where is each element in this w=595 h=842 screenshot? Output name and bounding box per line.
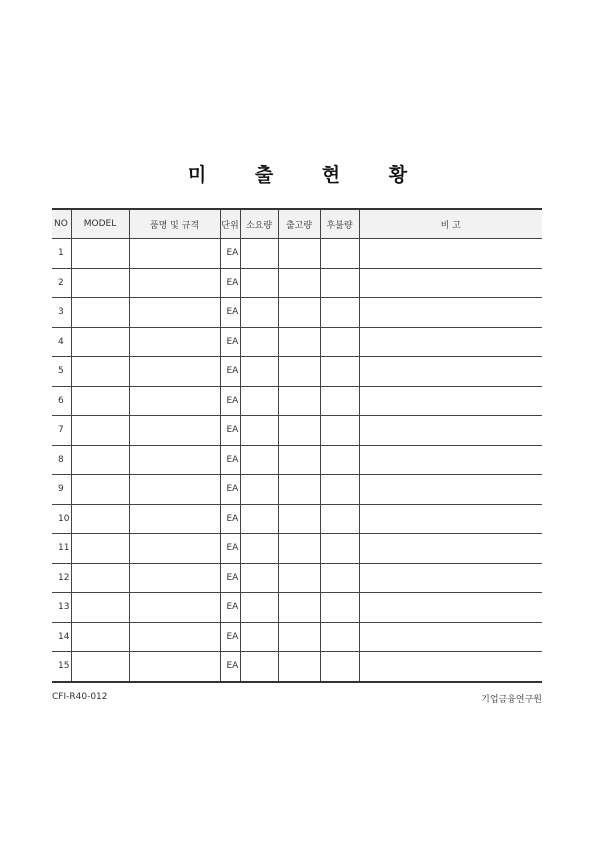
cell-required-qty[interactable]	[240, 504, 278, 534]
cell-backorder-qty[interactable]	[320, 357, 359, 387]
header-name-spec: 품명 및 규격	[129, 209, 220, 239]
cell-backorder-qty[interactable]	[320, 534, 359, 564]
header-required-qty: 소요량	[240, 209, 278, 239]
cell-remarks[interactable]	[359, 298, 542, 328]
cell-name-spec[interactable]	[129, 534, 220, 564]
cell-name-spec[interactable]	[129, 386, 220, 416]
cell-shipped-qty[interactable]	[278, 445, 320, 475]
cell-backorder-qty[interactable]	[320, 445, 359, 475]
cell-unit: EA	[220, 416, 240, 446]
header-model: MODEL	[71, 209, 129, 239]
cell-required-qty[interactable]	[240, 268, 278, 298]
cell-unit: EA	[220, 652, 240, 682]
cell-shipped-qty[interactable]	[278, 652, 320, 682]
cell-required-qty[interactable]	[240, 534, 278, 564]
cell-no: 14	[52, 622, 71, 652]
cell-required-qty[interactable]	[240, 298, 278, 328]
cell-shipped-qty[interactable]	[278, 593, 320, 623]
table-row	[52, 416, 542, 446]
cell-required-qty[interactable]	[240, 475, 278, 505]
cell-shipped-qty[interactable]	[278, 563, 320, 593]
header-unit: 단위	[220, 209, 240, 239]
cell-name-spec[interactable]	[129, 445, 220, 475]
cell-backorder-qty[interactable]	[320, 268, 359, 298]
cell-name-spec[interactable]	[129, 327, 220, 357]
table-row	[52, 298, 542, 328]
table-body	[52, 239, 542, 682]
cell-unit: EA	[220, 563, 240, 593]
cell-backorder-qty[interactable]	[320, 504, 359, 534]
cell-no: 4	[52, 327, 71, 357]
cell-model[interactable]	[71, 386, 129, 416]
cell-name-spec[interactable]	[129, 239, 220, 269]
cell-no: 6	[52, 386, 71, 416]
table-row	[52, 593, 542, 623]
cell-unit: EA	[220, 268, 240, 298]
cell-unit: EA	[220, 298, 240, 328]
cell-backorder-qty[interactable]	[320, 593, 359, 623]
cell-backorder-qty[interactable]	[320, 298, 359, 328]
cell-backorder-qty[interactable]	[320, 622, 359, 652]
cell-unit: EA	[220, 445, 240, 475]
cell-required-qty[interactable]	[240, 239, 278, 269]
cell-model[interactable]	[71, 652, 129, 682]
cell-name-spec[interactable]	[129, 268, 220, 298]
form-code: CFI-R40-012	[52, 692, 108, 702]
cell-required-qty[interactable]	[240, 652, 278, 682]
table-row	[52, 622, 542, 652]
cell-no: 2	[52, 268, 71, 298]
cell-name-spec[interactable]	[129, 622, 220, 652]
cell-backorder-qty[interactable]	[320, 416, 359, 446]
cell-no: 10	[52, 504, 71, 534]
cell-shipped-qty[interactable]	[278, 416, 320, 446]
cell-no: 13	[52, 593, 71, 623]
cell-required-qty[interactable]	[240, 357, 278, 387]
table-row	[52, 652, 542, 682]
cell-model[interactable]	[71, 534, 129, 564]
cell-name-spec[interactable]	[129, 504, 220, 534]
table-row	[52, 268, 542, 298]
table-row	[52, 534, 542, 564]
cell-unit: EA	[220, 475, 240, 505]
cell-remarks[interactable]	[359, 445, 542, 475]
cell-model[interactable]	[71, 563, 129, 593]
table-row	[52, 504, 542, 534]
organization-name: 기업금융연구원	[481, 695, 542, 705]
cell-required-qty[interactable]	[240, 563, 278, 593]
header-backorder-qty: 후불량	[320, 209, 359, 239]
cell-required-qty[interactable]	[240, 445, 278, 475]
cell-backorder-qty[interactable]	[320, 652, 359, 682]
cell-name-spec[interactable]	[129, 357, 220, 387]
cell-remarks[interactable]	[359, 386, 542, 416]
cell-remarks[interactable]	[359, 534, 542, 564]
cell-remarks[interactable]	[359, 416, 542, 446]
table-row	[52, 563, 542, 593]
cell-model[interactable]	[71, 445, 129, 475]
cell-unit: EA	[220, 593, 240, 623]
cell-model[interactable]	[71, 327, 129, 357]
cell-no: 5	[52, 357, 71, 387]
cell-model[interactable]	[71, 504, 129, 534]
cell-unit: EA	[220, 504, 240, 534]
table-row	[52, 327, 542, 357]
cell-remarks[interactable]	[359, 268, 542, 298]
shortage-status-table	[52, 208, 542, 683]
cell-remarks[interactable]	[359, 239, 542, 269]
cell-model[interactable]	[71, 416, 129, 446]
header-remarks: 비 고	[359, 209, 542, 239]
cell-model[interactable]	[71, 475, 129, 505]
cell-required-qty[interactable]	[240, 622, 278, 652]
header-no: NO	[52, 209, 71, 239]
cell-name-spec[interactable]	[129, 652, 220, 682]
cell-model[interactable]	[71, 622, 129, 652]
cell-unit: EA	[220, 622, 240, 652]
cell-name-spec[interactable]	[129, 416, 220, 446]
cell-no: 7	[52, 416, 71, 446]
cell-model[interactable]	[71, 357, 129, 387]
cell-remarks[interactable]	[359, 652, 542, 682]
table-row	[52, 475, 542, 505]
cell-shipped-qty[interactable]	[278, 298, 320, 328]
cell-shipped-qty[interactable]	[278, 268, 320, 298]
cell-backorder-qty[interactable]	[320, 386, 359, 416]
cell-no: 15	[52, 652, 71, 682]
cell-remarks[interactable]	[359, 622, 542, 652]
cell-backorder-qty[interactable]	[320, 327, 359, 357]
table-row	[52, 239, 542, 269]
cell-remarks[interactable]	[359, 475, 542, 505]
cell-no: 3	[52, 298, 71, 328]
cell-model[interactable]	[71, 593, 129, 623]
cell-required-qty[interactable]	[240, 593, 278, 623]
cell-name-spec[interactable]	[129, 563, 220, 593]
cell-no: 9	[52, 475, 71, 505]
cell-shipped-qty[interactable]	[278, 534, 320, 564]
cell-model[interactable]	[71, 239, 129, 269]
cell-backorder-qty[interactable]	[320, 563, 359, 593]
cell-shipped-qty[interactable]	[278, 357, 320, 387]
table-row	[52, 445, 542, 475]
table-header-row	[52, 209, 542, 239]
cell-backorder-qty[interactable]	[320, 239, 359, 269]
cell-model[interactable]	[71, 268, 129, 298]
header-shipped-qty: 출고량	[278, 209, 320, 239]
cell-unit: EA	[220, 327, 240, 357]
document-title: 미 출 현 황	[187, 164, 429, 186]
cell-remarks[interactable]	[359, 593, 542, 623]
cell-remarks[interactable]	[359, 504, 542, 534]
cell-unit: EA	[220, 534, 240, 564]
cell-backorder-qty[interactable]	[320, 475, 359, 505]
cell-shipped-qty[interactable]	[278, 475, 320, 505]
cell-model[interactable]	[71, 298, 129, 328]
cell-remarks[interactable]	[359, 357, 542, 387]
cell-shipped-qty[interactable]	[278, 239, 320, 269]
cell-shipped-qty[interactable]	[278, 504, 320, 534]
cell-required-qty[interactable]	[240, 386, 278, 416]
cell-no: 8	[52, 445, 71, 475]
cell-no: 12	[52, 563, 71, 593]
cell-required-qty[interactable]	[240, 327, 278, 357]
cell-name-spec[interactable]	[129, 593, 220, 623]
cell-no: 11	[52, 534, 71, 564]
cell-name-spec[interactable]	[129, 298, 220, 328]
cell-unit: EA	[220, 357, 240, 387]
cell-unit: EA	[220, 239, 240, 269]
cell-shipped-qty[interactable]	[278, 386, 320, 416]
cell-required-qty[interactable]	[240, 416, 278, 446]
table-row	[52, 386, 542, 416]
cell-remarks[interactable]	[359, 563, 542, 593]
cell-shipped-qty[interactable]	[278, 327, 320, 357]
cell-no: 1	[52, 239, 71, 269]
cell-unit: EA	[220, 386, 240, 416]
cell-remarks[interactable]	[359, 327, 542, 357]
cell-name-spec[interactable]	[129, 475, 220, 505]
table-row	[52, 357, 542, 387]
cell-shipped-qty[interactable]	[278, 622, 320, 652]
